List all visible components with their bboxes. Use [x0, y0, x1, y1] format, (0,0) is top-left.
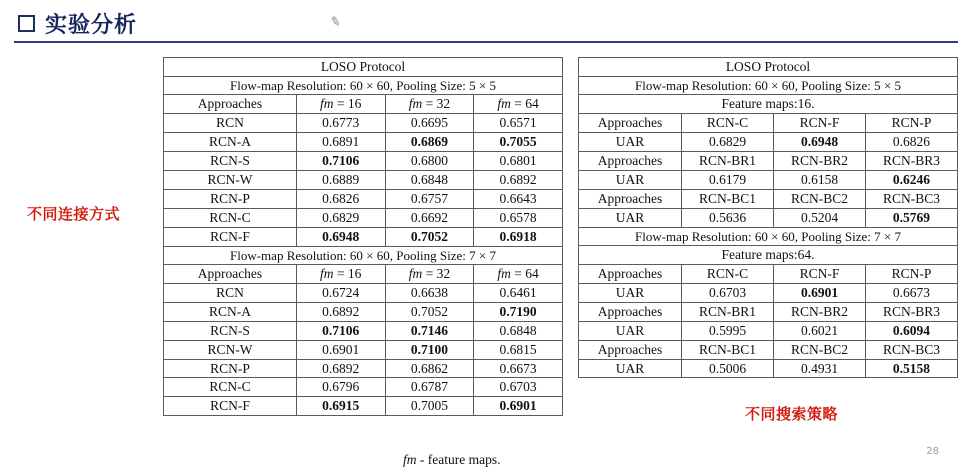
result-value: 0.6703: [682, 283, 774, 302]
result-value: 0.6901: [474, 397, 563, 416]
result-value: 0.7005: [385, 397, 474, 416]
result-value: 0.6948: [774, 133, 866, 152]
column-header: RCN-BR3: [865, 302, 957, 321]
section-header: Flow-map Resolution: 60 × 60, Pooling Size: 7 × 7: [579, 227, 958, 245]
column-header: fm = 16: [296, 95, 385, 114]
result-value: 0.7106: [296, 152, 385, 171]
column-header: RCN-P: [865, 114, 957, 133]
table-row: [164, 133, 563, 152]
result-value: 0.6692: [385, 208, 474, 227]
protocol-header: LOSO Protocol: [579, 58, 958, 77]
result-value: 0.7106: [296, 321, 385, 340]
column-header: RCN-BC2: [774, 340, 866, 359]
result-value: 0.7055: [474, 133, 563, 152]
square-bullet-icon: [18, 15, 35, 32]
result-value: 0.5158: [865, 359, 957, 378]
column-header: fm = 64: [474, 95, 563, 114]
result-value: 0.6826: [865, 133, 957, 152]
page-title: 实验分析: [45, 13, 138, 38]
column-header: fm = 16: [296, 264, 385, 283]
row-label: RCN-C: [164, 208, 297, 227]
result-value: 0.7146: [385, 321, 474, 340]
row-label: UAR: [579, 283, 682, 302]
result-value: 0.6773: [296, 114, 385, 133]
table-section-row: [579, 76, 958, 94]
table-section-row: [579, 227, 958, 245]
result-value: 0.6021: [774, 321, 866, 340]
result-value: 0.6571: [474, 114, 563, 133]
table-row: [164, 340, 563, 359]
result-value: 0.7100: [385, 340, 474, 359]
result-value: 0.6246: [865, 170, 957, 189]
column-header: RCN-F: [774, 114, 866, 133]
table-column-row: [579, 340, 958, 359]
column-header: RCN-BC3: [865, 340, 957, 359]
table-row: [164, 302, 563, 321]
column-header: RCN-BR1: [682, 302, 774, 321]
row-label: RCN: [164, 283, 297, 302]
result-value: 0.6918: [474, 227, 563, 246]
result-value: 0.7052: [385, 227, 474, 246]
result-value: 0.6915: [296, 397, 385, 416]
row-label: RCN: [164, 114, 297, 133]
table-row: [164, 114, 563, 133]
result-value: 0.6869: [385, 133, 474, 152]
table-column-row: [579, 189, 958, 208]
result-value: 0.6892: [474, 170, 563, 189]
result-value: 0.6673: [474, 359, 563, 378]
column-header: RCN-BR2: [774, 302, 866, 321]
table-row: [164, 321, 563, 340]
table-section-row: [579, 246, 958, 265]
table-row: [164, 189, 563, 208]
row-label: RCN-S: [164, 152, 297, 171]
column-header: fm = 64: [474, 264, 563, 283]
protocol-header: LOSO Protocol: [164, 58, 563, 77]
column-header: RCN-BC3: [865, 189, 957, 208]
result-value: 0.6862: [385, 359, 474, 378]
figure-caption: fm - feature maps.: [403, 452, 501, 467]
table-row: [164, 152, 563, 171]
title-divider: [14, 41, 958, 43]
result-value: 0.6892: [296, 359, 385, 378]
table-column-row: [164, 95, 563, 114]
result-value: 0.6801: [474, 152, 563, 171]
table-row: [579, 208, 958, 227]
right-results-table: [578, 57, 958, 378]
column-header: fm = 32: [385, 264, 474, 283]
result-value: 0.6643: [474, 189, 563, 208]
result-value: 0.6578: [474, 208, 563, 227]
row-label: RCN-F: [164, 397, 297, 416]
result-value: 0.4931: [774, 359, 866, 378]
result-value: 0.6461: [474, 283, 563, 302]
result-value: 0.5204: [774, 208, 866, 227]
row-label: Approaches: [579, 152, 682, 171]
column-header: Approaches: [164, 264, 297, 283]
column-header: RCN-BC2: [774, 189, 866, 208]
result-value: 0.6901: [296, 340, 385, 359]
section-header: Flow-map Resolution: 60 × 60, Pooling Size: 5 × 5: [579, 76, 958, 94]
result-value: 0.6848: [474, 321, 563, 340]
column-header: RCN-BR3: [865, 152, 957, 171]
result-value: 0.6638: [385, 283, 474, 302]
row-label: Approaches: [579, 302, 682, 321]
table-column-row: [164, 264, 563, 283]
section-subheader: Feature maps:16.: [579, 95, 958, 114]
column-header: RCN-P: [865, 264, 957, 283]
result-value: 0.6889: [296, 170, 385, 189]
table-left: [163, 57, 563, 416]
column-header: RCN-C: [682, 264, 774, 283]
result-value: 0.6703: [474, 378, 563, 397]
column-header: RCN-BR1: [682, 152, 774, 171]
table-row: [164, 397, 563, 416]
result-value: 0.6901: [774, 283, 866, 302]
result-value: 0.6757: [385, 189, 474, 208]
slide-title: [18, 8, 137, 39]
row-label: UAR: [579, 133, 682, 152]
result-value: 0.5006: [682, 359, 774, 378]
row-label: RCN-F: [164, 227, 297, 246]
table-row: [164, 227, 563, 246]
row-label: UAR: [579, 170, 682, 189]
result-value: 0.6815: [474, 340, 563, 359]
table-section-row: [164, 76, 563, 94]
row-label: Approaches: [579, 114, 682, 133]
result-value: 0.6829: [682, 133, 774, 152]
result-value: 0.6948: [296, 227, 385, 246]
row-label: RCN-P: [164, 189, 297, 208]
result-value: 0.6094: [865, 321, 957, 340]
column-header: fm = 32: [385, 95, 474, 114]
result-value: 0.6673: [865, 283, 957, 302]
result-value: 0.7190: [474, 302, 563, 321]
row-label: RCN-P: [164, 359, 297, 378]
table-row: [164, 170, 563, 189]
row-label: RCN-W: [164, 340, 297, 359]
section-header: Flow-map Resolution: 60 × 60, Pooling Size: 7 × 7: [164, 246, 563, 264]
section-subheader: Feature maps:64.: [579, 246, 958, 265]
table-row: [164, 378, 563, 397]
result-value: 0.5995: [682, 321, 774, 340]
row-label: RCN-S: [164, 321, 297, 340]
result-value: 0.6848: [385, 170, 474, 189]
row-label: RCN-A: [164, 302, 297, 321]
result-value: 0.6695: [385, 114, 474, 133]
result-value: 0.6724: [296, 283, 385, 302]
result-value: 0.6891: [296, 133, 385, 152]
table-column-row: [579, 264, 958, 283]
result-value: 0.5769: [865, 208, 957, 227]
row-label: UAR: [579, 321, 682, 340]
result-value: 0.6800: [385, 152, 474, 171]
section-header: Flow-map Resolution: 60 × 60, Pooling Size: 5 × 5: [164, 76, 563, 94]
row-label: RCN-W: [164, 170, 297, 189]
row-label: Approaches: [579, 264, 682, 283]
result-value: 0.6158: [774, 170, 866, 189]
table-row: [579, 321, 958, 340]
table-row: [579, 133, 958, 152]
result-value: 0.6892: [296, 302, 385, 321]
result-value: 0.7052: [385, 302, 474, 321]
row-label: UAR: [579, 359, 682, 378]
table-row: [579, 170, 958, 189]
row-label: RCN-A: [164, 133, 297, 152]
table-header-row: [579, 58, 958, 77]
page-number: 28: [926, 446, 939, 457]
row-label: UAR: [579, 208, 682, 227]
left-results-table: [163, 57, 563, 416]
annotation-left: 不同连接方式: [27, 205, 121, 223]
table-column-row: [579, 114, 958, 133]
table-row: [164, 359, 563, 378]
result-value: 0.6826: [296, 189, 385, 208]
result-value: 0.6796: [296, 378, 385, 397]
annotation-right: 不同搜索策略: [745, 405, 839, 423]
column-header: RCN-BC1: [682, 340, 774, 359]
table-header-row: [164, 58, 563, 77]
column-header: RCN-C: [682, 114, 774, 133]
pen-cursor-icon: ✎: [328, 13, 343, 31]
row-label: Approaches: [579, 340, 682, 359]
result-value: 0.6829: [296, 208, 385, 227]
column-header: RCN-F: [774, 264, 866, 283]
table-row: [164, 283, 563, 302]
column-header: RCN-BR2: [774, 152, 866, 171]
table-column-row: [579, 152, 958, 171]
table-row: [164, 208, 563, 227]
column-header: RCN-BC1: [682, 189, 774, 208]
table-row: [579, 359, 958, 378]
result-value: 0.5636: [682, 208, 774, 227]
table-column-row: [579, 302, 958, 321]
result-value: 0.6787: [385, 378, 474, 397]
table-section-row: [164, 246, 563, 264]
table-section-row: [579, 95, 958, 114]
row-label: Approaches: [579, 189, 682, 208]
table-row: [579, 283, 958, 302]
column-header: Approaches: [164, 95, 297, 114]
result-value: 0.6179: [682, 170, 774, 189]
table-right: [578, 57, 958, 378]
row-label: RCN-C: [164, 378, 297, 397]
